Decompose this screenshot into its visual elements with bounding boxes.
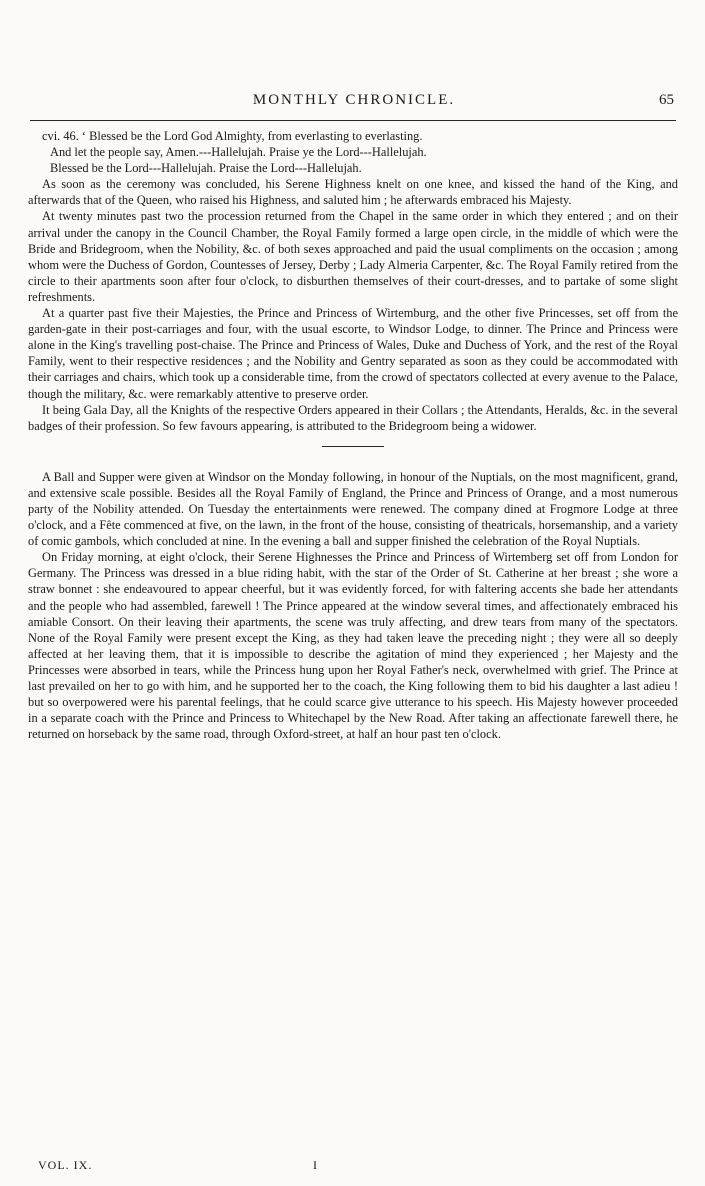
paragraph-procession: At twenty minutes past two the procession returned from the Chapel in the same order in which they entered ; and on their arrival under the canopy in the Council Chamber, the Royal Family formed a large open circle, in the middle of which were the Bride and Bridegroom, when the Nobility, &c. of both sexes approached and paid the usual compliments on the occasion ; among whom were the Duchess of Gordon, Countesses of Jersey, Derby ; Lady Almeria Carpenter, &c. The Royal Family retired from the circle to their apartments soon after four o'clock, to disburthen themselves of their court-dresses, and to partake of some slight refreshments. (28, 209, 678, 304)
signature-mark: I (313, 1158, 317, 1172)
paragraph-ball-and-supper: A Ball and Supper were given at Windsor on the Monday following, in honour of the Nuptials, on the most magnificent, grand, and extensive scale possible. Besides all the Royal Family of England, the Prince and Princess of Orange, and a most numerous party of the Nobility attended. On Tuesday the entertainments were renewed. The company dined at Frogmore Lodge at three o'clock, and a Fête commenced at five, on the lawn, in the front of the house, consisting of theatricals, horsemanship, and a variety of comic gambols, which concluded at nine. In the evening a ball and supper finished the celebration of the Royal Nuptials. (28, 469, 678, 549)
page-footer (30, 1158, 670, 1176)
page-number: 65 (659, 92, 674, 108)
article-body (28, 128, 678, 742)
paragraph-ceremony: As soon as the ceremony was concluded, his Serene Highness knelt on one knee, and kissed the hand of the King, and afterwards that of the Queen, who raised his Highness, and saluted him ; he afterwards embraced his Majesty. (28, 177, 678, 208)
verse-line-1: cvi. 46. ‘ Blessed be the Lord God Almighty, from everlasting to everlasting. (42, 129, 423, 143)
page-header (30, 92, 678, 116)
paragraph-departure: At a quarter past five their Majesties, the Prince and Princess of Wirtemburg, and the other five Princesses, set off from the garden-gate in their post-carriages and four, with the usual escorte, to Windsor Lodge, to dinner. The Prince and Princess were alone in the King's travelling post-chaise. The Prince and Princess of Wales, Duke and Duchess of York, and the rest of the Royal Family, went to their respective residences ; and the Nobility and Gentry separated as soon as they could be accommodated with their carriages and chairs, which took up a considerable time, from the crowd of spectators collected at every avenue to the Palace, though the military, &c. were remarkably attentive to preserve order. (28, 306, 678, 401)
paragraph-friday-morning: On Friday morning, at eight o'clock, their Serene Highnesses the Prince and Princess of Wirtemberg set off from London for Germany. The Princess was dressed in a blue riding habit, with the star of the Order of St. Catherine at her breast ; she wore a straw bonnet : she endeavoured to appear cheerful, but it was evidently forced, for with faltering accents she bade her attendants and the people who had assembled, farewell ! The Prince appeared at the window several times, and affectionately embraced his amiable Consort. On their leaving their apartments, the scene was truly affecting, and drew tears from many of the spectators. None of the Royal Family were present except the King, as they had taken leave the preceding night ; they were all so deeply affected at her leaving them, that it is impossible to describe the agitation of mind they experienced ; her Majesty and the Princesses were absorbed in tears, while the Princess hung upon her Royal Father's neck, overwhelmed with grief. The Prince at last prevailed on her to go with him, and he supported her to the coach, the King following them to bid his daughter a last adieu ! but so overpowered were his parental feelings, that he could scarce give utterance to his speech. His Majesty however proceeded in a separate coach with the Prince and Princess to Whitechapel by the New Road. After taking an affectionate farewell there, he returned on horseback by the same road, through Oxford-street, at half an hour past ten o'clock. (28, 550, 678, 742)
verse-line-3: Blessed be the Lord---Hallelujah. Praise the Lord---Hallelujah. (50, 161, 362, 176)
header-rule (30, 120, 676, 121)
paragraph-gala-day: It being Gala Day, all the Knights of the respective Orders appeared in their Collars ; the Attendants, Heralds, &c. in the several badges of their profession. So few favours appearing, is attributed to the Bridegroom being a widower. (28, 402, 678, 433)
running-head: MONTHLY CHRONICLE. (252, 92, 456, 108)
verse-line-2: And let the people say, Amen.---Hallelujah. Praise ye the Lord---Hallelujah. (50, 145, 427, 160)
volume-label: VOL. IX. (38, 1158, 93, 1172)
section-divider (322, 446, 384, 447)
